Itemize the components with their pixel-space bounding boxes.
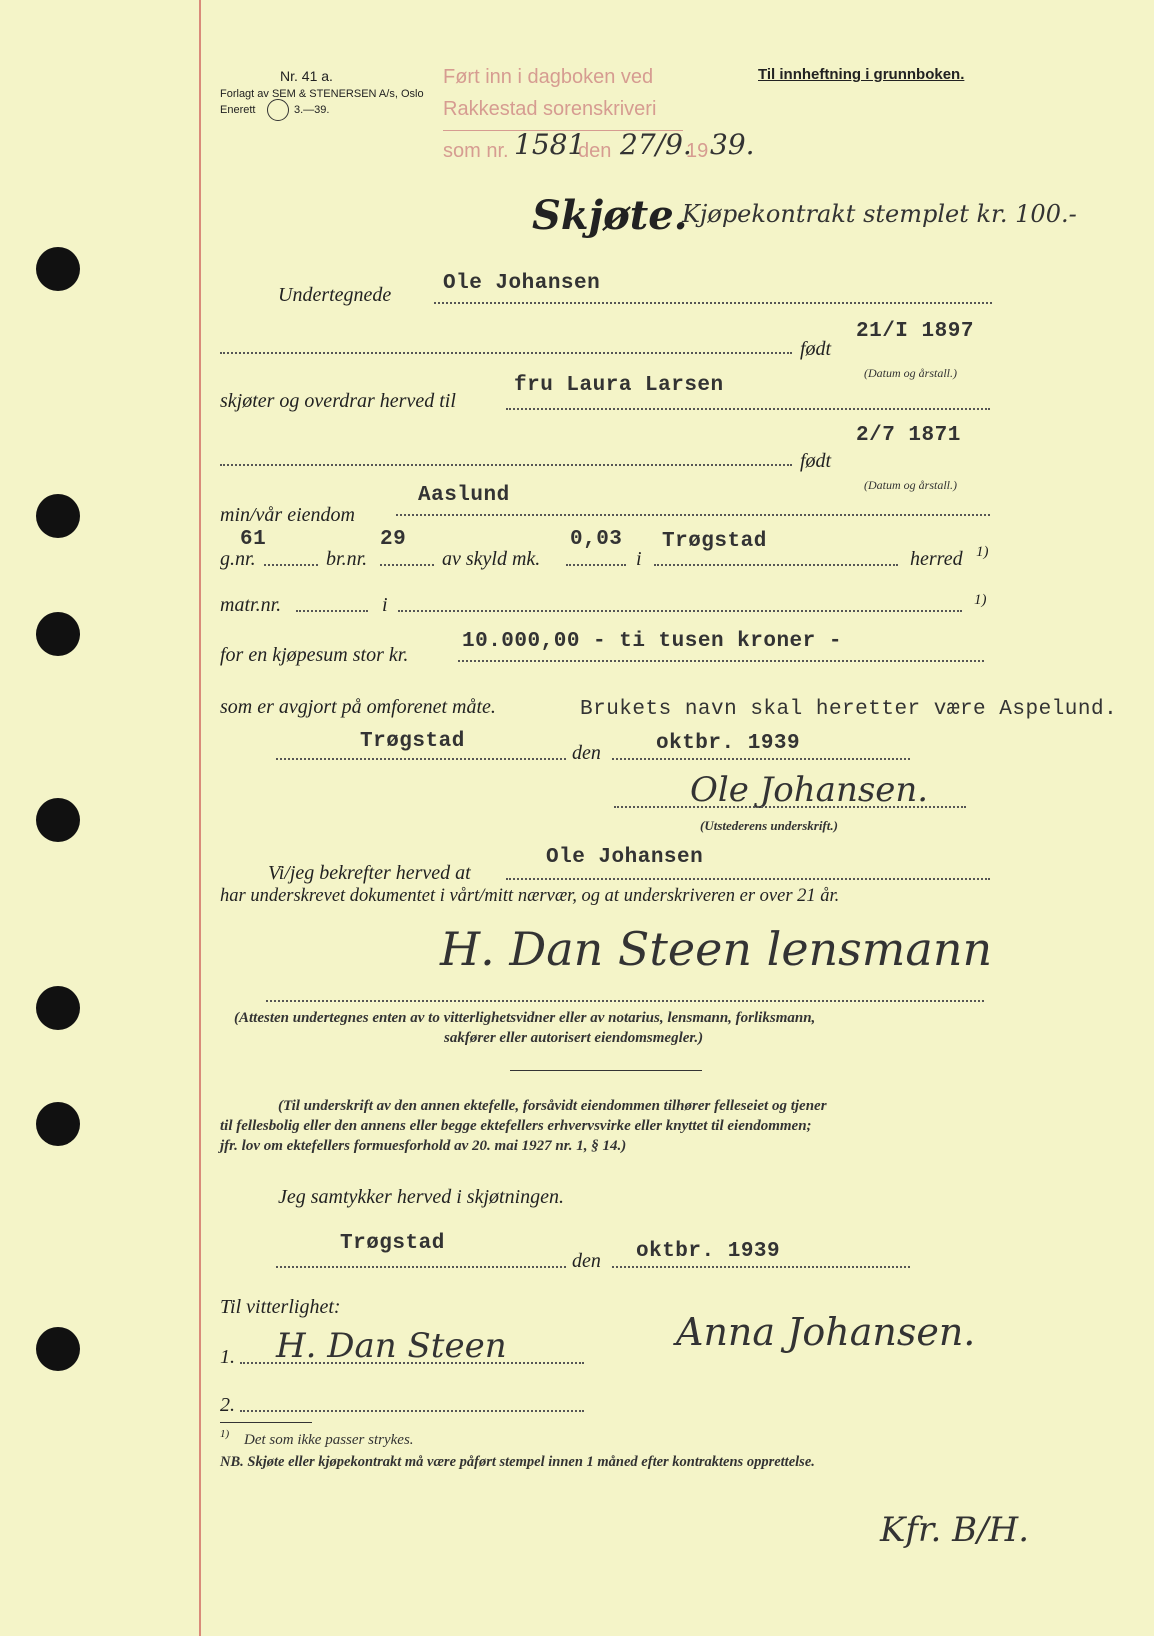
- dotted-line: [266, 1000, 984, 1002]
- dotted-line: [296, 610, 368, 612]
- spouse-signature: Anna Johansen.: [676, 1310, 976, 1354]
- undertegnede-label: Undertegnede: [278, 284, 392, 306]
- punch-hole: [36, 494, 80, 538]
- den-label: den: [572, 742, 601, 764]
- registry-stamp-line2: Rakkestad sorenskriveri: [443, 98, 657, 120]
- datum-caption: (Datum og årstall.): [864, 478, 957, 492]
- i-label: i: [636, 548, 642, 570]
- stamp-underline: [443, 130, 683, 131]
- punch-hole: [36, 986, 80, 1030]
- document-title: Skjøte.: [532, 192, 688, 239]
- dotted-line: [506, 408, 990, 410]
- property-name: Aaslund: [418, 484, 510, 507]
- punch-hole: [36, 1102, 80, 1146]
- footnote-mark: 1): [220, 1428, 230, 1440]
- dotted-line: [566, 564, 626, 566]
- punch-hole: [36, 247, 80, 291]
- skyld-value: 0,03: [570, 528, 623, 551]
- dotted-line: [434, 302, 992, 304]
- kjopesum-label: for en kjøpesum stor kr.: [220, 644, 409, 666]
- dotted-line: [612, 1266, 910, 1268]
- copyright: Enerett: [220, 104, 256, 116]
- footnote-mark: 1): [976, 544, 989, 560]
- handwritten-stamp-note: Kjøpekontrakt stemplet kr. 100.-: [682, 200, 1077, 228]
- dotted-line: [398, 610, 962, 612]
- spouse-note-line3: jfr. lov om ektefellers formuesforhold av 20. mai 1927 nr. 1, § 14.): [220, 1138, 627, 1154]
- i-label: i: [382, 594, 388, 616]
- attest-signature: H. Dan Steen lensmann: [440, 922, 993, 976]
- bottom-handwritten-note: Kfr. B/H.: [880, 1510, 1030, 1550]
- dotted-line: [380, 564, 434, 566]
- date-1: oktbr. 1939: [656, 732, 801, 755]
- spouse-note-line2: til fellesbolig eller den annens eller begge ektefellers erhvervsvirke eller knyttet til eiendommen;: [220, 1118, 812, 1134]
- registry-stamp-line1: Ført inn i dagboken ved: [443, 66, 654, 88]
- dotted-line: [276, 1266, 566, 1268]
- eiendom-label: min/vår eiendom: [220, 504, 355, 526]
- den-label: den: [572, 1250, 601, 1272]
- herred-value: Trøgstad: [662, 530, 767, 553]
- publisher-logo: [267, 99, 289, 121]
- punch-hole: [36, 612, 80, 656]
- nb-note: NB. Skjøte eller kjøpekontrakt må være påført stempel innen 1 måned efter kontraktens opprettelse.: [220, 1454, 815, 1470]
- dotted-line: [614, 806, 966, 808]
- vitterlighet-label: Til vitterlighet:: [220, 1296, 341, 1318]
- gnr-label: g.nr.: [220, 548, 256, 570]
- attest-note-line2: sakfører eller autorisert eiendomsmegler.): [444, 1030, 704, 1046]
- publisher: Forlagt av SEM & STENERSEN A/s, Oslo: [220, 88, 424, 100]
- gnr-value: 61: [240, 528, 267, 551]
- witness-2-number: 2.: [220, 1394, 235, 1416]
- matrnr-label: matr.nr.: [220, 594, 282, 616]
- punch-hole: [36, 798, 80, 842]
- bekrefter-text: har underskrevet dokumentet i vårt/mitt nærvær, og at underskriveren er over 21 år.: [220, 886, 840, 906]
- dotted-line: [264, 564, 318, 566]
- punch-hole: [36, 1327, 80, 1371]
- omforenet-extra: Brukets navn skal heretter være Aspelund.: [580, 698, 1118, 721]
- witnessed-name: Ole Johansen: [546, 846, 704, 869]
- binding-note: Til innheftning i grunnboken.: [758, 66, 965, 83]
- seller-name: Ole Johansen: [443, 272, 601, 295]
- separator-rule: [510, 1070, 702, 1071]
- samtykker-label: Jeg samtykker herved i skjøtningen.: [278, 1186, 565, 1208]
- attest-note-line1: (Attesten undertegnes enten av to vitterlighetsvidner eller av notarius, lensmann, forliksmann,: [234, 1010, 816, 1026]
- bekrefter-label: Vi/jeg bekrefter herved at: [268, 862, 471, 884]
- form-number: Nr. 41 a.: [280, 68, 333, 84]
- herred-label: herred: [910, 548, 963, 570]
- footnote-text: Det som ikke passer strykes.: [244, 1432, 414, 1448]
- brnr-value: 29: [380, 528, 407, 551]
- dotted-line: [240, 1410, 584, 1412]
- entry-number: 1581: [514, 128, 586, 161]
- skjoter-label: skjøter og overdrar herved til: [220, 390, 456, 412]
- place-1: Trøgstad: [360, 730, 465, 753]
- buyer-name: fru Laura Larsen: [514, 374, 724, 397]
- place-2: Trøgstad: [340, 1232, 445, 1255]
- datum-caption: (Datum og årstall.): [864, 366, 957, 380]
- brnr-label: br.nr.: [326, 548, 368, 570]
- footnote-rule: [220, 1422, 312, 1423]
- registry-stamp-som-nr: som nr.: [443, 140, 509, 162]
- registry-stamp-year: 19: [686, 140, 709, 162]
- issuer-caption: (Utstederens underskrift.): [700, 818, 838, 833]
- dotted-line: [276, 758, 566, 760]
- dotted-line: [506, 878, 990, 880]
- entry-date: 27/9.: [620, 128, 692, 161]
- fodt-label: født: [800, 338, 832, 360]
- dotted-line: [220, 464, 792, 466]
- skyld-label: av skyld mk.: [442, 548, 541, 570]
- entry-year: 39.: [710, 128, 755, 161]
- registry-stamp-den: den: [578, 140, 612, 162]
- footnote-mark: 1): [974, 592, 987, 608]
- buyer-born: 2/7 1871: [856, 424, 961, 447]
- witness-1-number: 1.: [220, 1346, 235, 1368]
- dotted-line: [220, 352, 792, 354]
- issuer-signature: Ole Johansen.: [690, 770, 929, 810]
- dotted-line: [612, 758, 910, 760]
- dotted-line: [654, 564, 898, 566]
- fodt-label: født: [800, 450, 832, 472]
- date-2: oktbr. 1939: [636, 1240, 781, 1263]
- omforenet-label: som er avgjort på omforenet måte.: [220, 696, 496, 718]
- dotted-line: [396, 514, 990, 516]
- spouse-note-line1: (Til underskrift av den annen ektefelle, forsåvidt eiendommen tilhører felleseiet og tjener: [278, 1098, 827, 1114]
- edition: 3.—39.: [294, 104, 330, 116]
- seller-born: 21/I 1897: [856, 320, 974, 343]
- dotted-line: [458, 660, 984, 662]
- witness-1-signature: H. Dan Steen: [276, 1326, 507, 1366]
- kjopesum-value: 10.000,00 - ti tusen kroner -: [462, 630, 842, 653]
- margin-rule: [199, 0, 201, 1636]
